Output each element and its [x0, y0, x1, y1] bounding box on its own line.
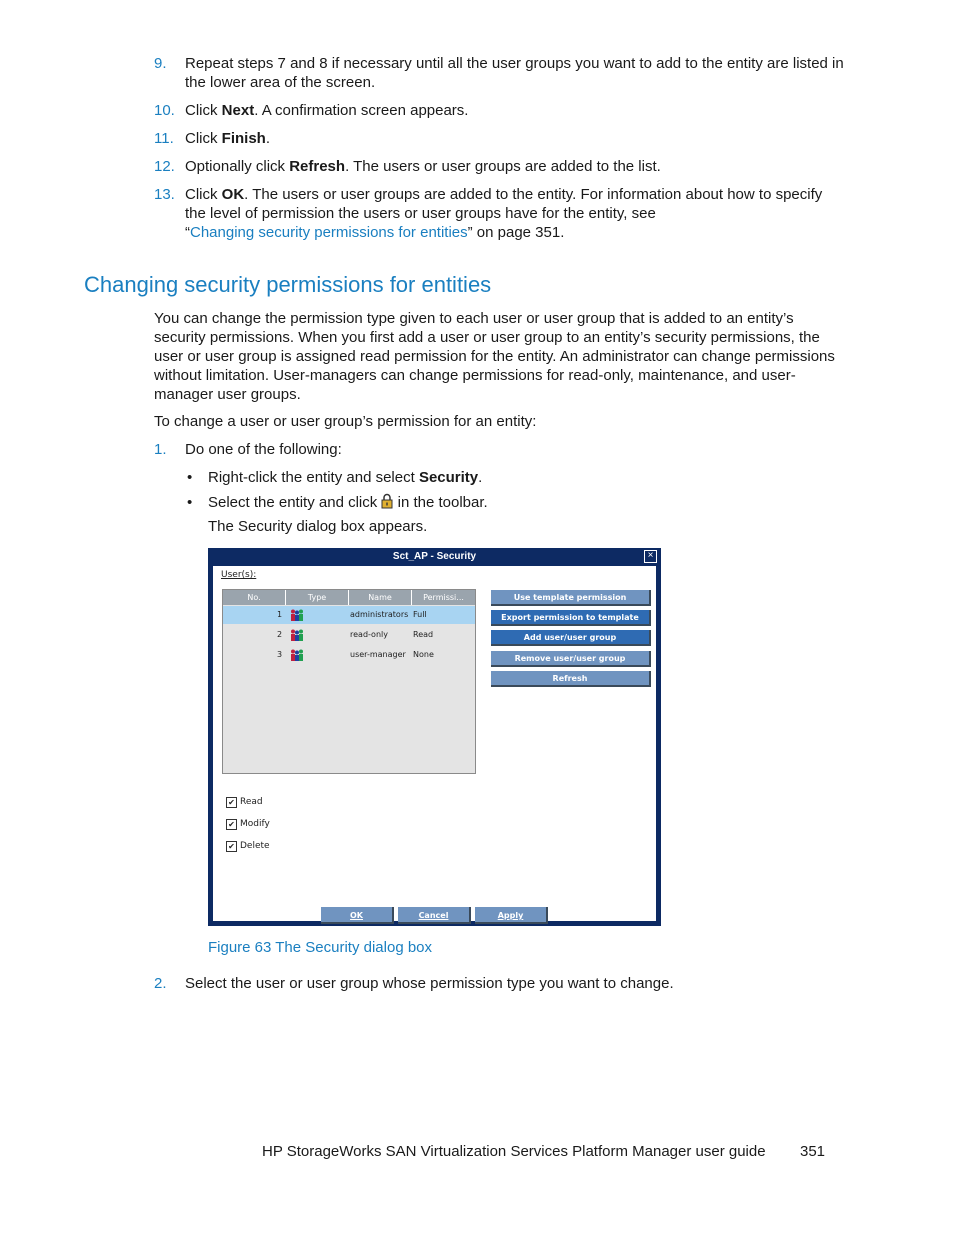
step-number: 13. [154, 186, 175, 203]
table-row[interactable] [223, 606, 475, 624]
column-header-name[interactable]: Name [349, 590, 412, 605]
add-user-group-button[interactable]: Add user/user group [491, 630, 651, 646]
security-dialog [208, 548, 661, 926]
footer-title: HP StorageWorks SAN Virtualization Services Platform Manager user guide [262, 1143, 766, 1160]
section-heading: Changing security permissions for entities [84, 272, 492, 297]
step-text: Click [185, 102, 222, 119]
check-icon[interactable]: ✔ [226, 841, 237, 852]
step-number: 12. [154, 158, 175, 175]
step-text: . A confirmation screen appears. [254, 102, 469, 119]
ui-term: Refresh [289, 158, 346, 175]
bullet-text: in the toolbar. [393, 494, 488, 511]
step-text: . The users or user groups are added to the list. [345, 158, 661, 175]
checkbox-label: Modify [240, 819, 270, 829]
dialog-body [213, 566, 656, 921]
bullet-text: Right-click the entity and select [208, 469, 419, 486]
apply-button[interactable]: Apply [475, 907, 548, 924]
checkbox-label: Read [240, 797, 263, 807]
table-row[interactable] [223, 626, 475, 644]
step-text: . [265, 130, 271, 147]
refresh-button[interactable]: Refresh [491, 671, 651, 687]
users-table[interactable] [222, 589, 476, 774]
close-icon[interactable]: × [644, 550, 657, 563]
user-group-icon [290, 629, 304, 641]
step-text: Repeat steps 7 and 8 if necessary until all the user groups you want to add to the entity are listed in the lower area of the screen. [185, 55, 844, 91]
to-change-paragraph: To change a user or user group’s permission for an entity: [154, 413, 537, 430]
ui-term: Security [418, 469, 479, 486]
bullet-dot: • [187, 469, 193, 486]
dialog-title: Sct_AP - Security [392, 551, 477, 562]
quote-open: “ [185, 224, 190, 241]
ui-term: OK [221, 186, 245, 203]
dialog-appears-text: The Security dialog box appears. [208, 518, 428, 535]
bullet-text: Select the entity and click [208, 494, 382, 511]
row-permission: None [413, 650, 434, 659]
check-icon[interactable]: ✔ [226, 797, 237, 808]
column-header-permission[interactable]: Permissi... [412, 590, 475, 605]
row-name: administrators [350, 610, 409, 619]
column-header-type[interactable]: Type [286, 590, 349, 605]
step-number: 10. [154, 102, 175, 119]
step-text: Optionally click [185, 158, 290, 175]
step-number: 11. [154, 130, 174, 147]
check-icon[interactable]: ✔ [226, 819, 237, 830]
use-template-permission-button[interactable]: Use template permission [491, 590, 651, 606]
table-row[interactable] [223, 646, 475, 664]
cancel-button[interactable]: Cancel [398, 907, 471, 924]
export-permission-button[interactable]: Export permission to template [491, 610, 651, 626]
users-label: User(s): [221, 570, 257, 580]
step-number: 1. [154, 441, 167, 458]
step-text: Click [185, 130, 222, 147]
step-text: Select the user or user group whose permission type you want to change. [185, 975, 674, 992]
row-number: 1 [277, 610, 283, 619]
row-permission: Read [413, 630, 434, 639]
bullet-dot: • [187, 494, 193, 511]
row-number: 2 [277, 630, 283, 639]
row-number: 3 [277, 650, 283, 659]
user-group-icon [290, 649, 304, 661]
bullet-text: . [478, 469, 483, 486]
row-permission: Full [413, 610, 427, 619]
step-number: 9. [154, 55, 167, 72]
step-text: . The users or user groups are added to the entity. For information about how to specify the level of permission the users or user groups have for the entity, see [185, 186, 823, 222]
row-name: read-only [350, 630, 388, 639]
row-name: user-manager [350, 650, 406, 659]
remove-user-group-button[interactable]: Remove user/user group [491, 651, 651, 667]
page-reference: ” on page 351. [467, 224, 565, 241]
step-text: Do one of the following: [185, 441, 342, 458]
step-text: Click [185, 186, 222, 203]
cross-reference-link[interactable]: Changing security permissions for entities [190, 224, 468, 241]
page-number: 351 [800, 1143, 826, 1160]
column-header-no[interactable]: No. [223, 590, 286, 605]
ui-term: Next [221, 102, 255, 119]
intro-paragraph: You can change the permission type given to each user or user group that is added to an entity’s security permissions. When you first add a user or user group to an entity’s security permissions, the user or user group is assigned read permission for the entity. An administrator can change permissions without limitation. User-managers can change permissions for read-only, maintenance, and user-manager user groups. [154, 310, 835, 403]
step-number: 2. [154, 975, 167, 992]
checkbox-label: Delete [240, 841, 270, 851]
ui-term: Finish [221, 130, 266, 147]
ok-button[interactable]: OK [321, 907, 394, 924]
lock-icon [381, 493, 393, 509]
figure-caption: Figure 63 The Security dialog box [208, 939, 433, 956]
user-group-icon [290, 609, 304, 621]
